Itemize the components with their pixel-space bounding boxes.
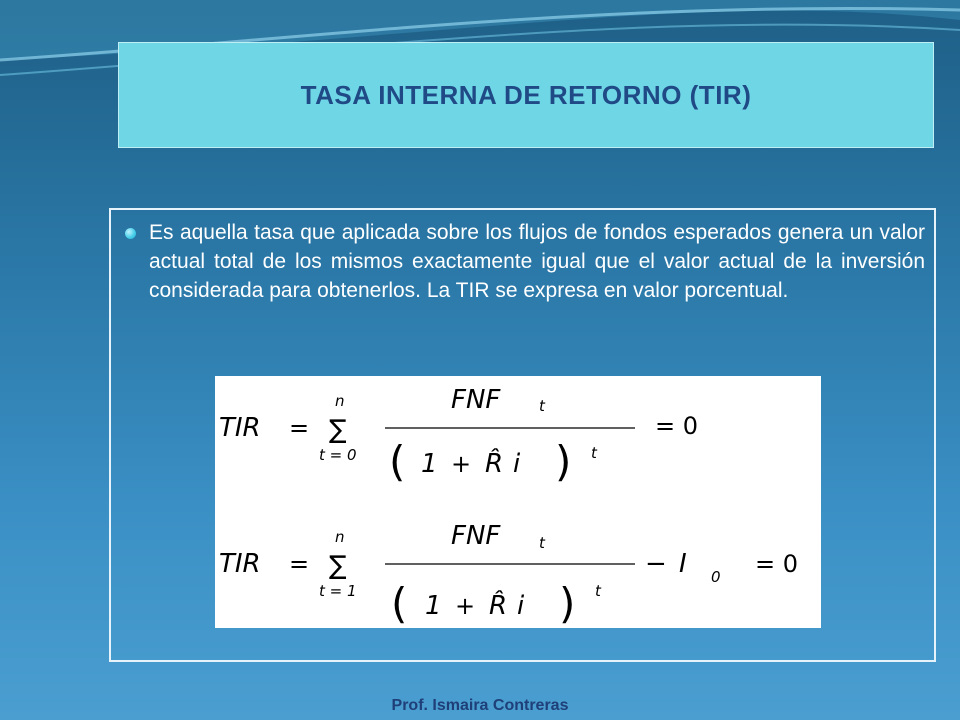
formula-2-minus: −: [645, 549, 667, 579]
formula-1-equals: =: [289, 414, 310, 442]
formula-2-sum-top: n: [335, 528, 345, 546]
formula-2-investment-sub: 0: [711, 568, 721, 586]
formula-1-sum-icon: ∑: [329, 415, 347, 445]
slide-title: TASA INTERNA DE RETORNO (TIR): [300, 79, 752, 110]
bullet-item: [125, 218, 925, 305]
formula-1-sum-top: n: [335, 392, 345, 410]
formula-2-sum-icon: ∑: [329, 551, 347, 581]
formula-image: [215, 376, 821, 628]
formula-1-r-hat: R̂: [485, 449, 504, 479]
formula-1: [219, 385, 698, 486]
formula-1-rparen: ): [555, 437, 572, 486]
formula-2-one: 1: [425, 591, 442, 621]
formula-1-i: i: [513, 449, 521, 479]
formula-2-sum-bottom: t = 1: [319, 582, 357, 600]
formula-2-r-hat: R̂: [489, 591, 508, 621]
formula-2-power: t: [595, 582, 601, 600]
formula-2-lparen: (: [391, 579, 408, 628]
formula-1-sum-bottom: t = 0: [319, 446, 357, 464]
bullet-text: Es aquella tasa que aplicada sobre los flujos de fondos esperados genera un valor actual total de los mismos exactamente igual que el valor actual de la inversión considerada para obtenerlos. La TIR se expresa en valor porcentual.: [149, 221, 925, 302]
formula-2-i: i: [517, 591, 525, 621]
formula-2-investment: I: [679, 549, 687, 579]
formula-1-one: 1: [421, 449, 438, 479]
formula-1-lparen: (: [389, 437, 406, 486]
formula-2-num-sub: t: [539, 534, 545, 552]
formula-2-result: = 0: [755, 550, 799, 578]
formula-1-num-sub: t: [539, 397, 545, 415]
formula-2: [219, 521, 798, 628]
formula-2-plus: +: [455, 592, 476, 620]
formula-1-numerator: FNF: [451, 385, 501, 415]
title-banner: [118, 42, 934, 148]
bullet-dot-icon: [125, 228, 136, 239]
formula-2-lhs: TIR: [219, 549, 261, 579]
formula-svg: [215, 376, 821, 628]
formula-2-rparen: ): [559, 579, 576, 628]
formula-2-numerator: FNF: [451, 521, 501, 551]
author-footer: Prof. Ismaira Contreras: [391, 697, 569, 714]
content-panel: [109, 208, 936, 662]
formula-1-plus: +: [451, 450, 472, 478]
formula-1-result: = 0: [655, 412, 699, 440]
formula-2-equals: =: [289, 550, 310, 578]
formula-1-power: t: [591, 444, 597, 462]
formula-1-lhs: TIR: [219, 413, 261, 443]
